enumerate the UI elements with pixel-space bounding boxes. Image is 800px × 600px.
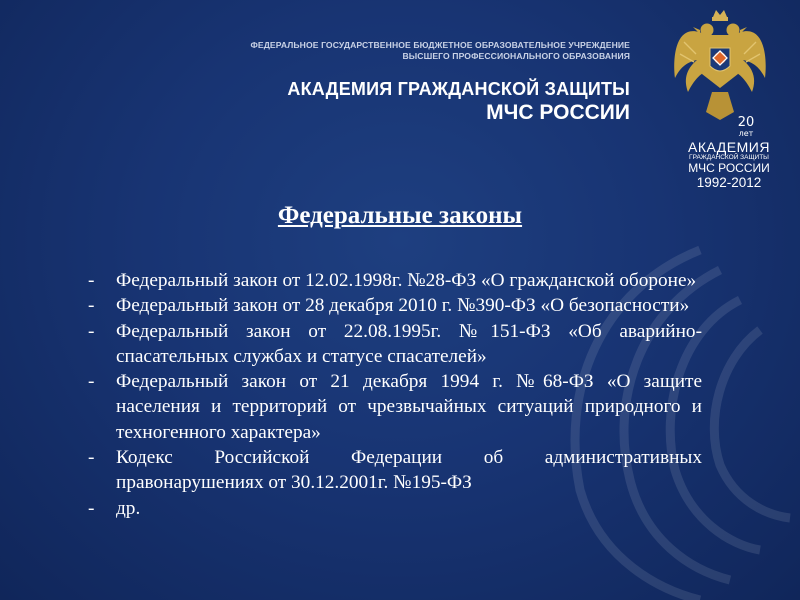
anniversary-number: 20 <box>737 115 755 130</box>
anniversary-caption <box>674 140 784 190</box>
institution-line-1: ФЕДЕРАЛЬНОЕ ГОСУДАРСТВЕННОЕ БЮДЖЕТНОЕ ОБРАЗОВАТЕЛЬНОЕ УЧРЕЖДЕНИЕ <box>250 40 630 50</box>
list-item: - Кодекс Российской Федерации об административных правонарушениях от 30.12.2001г. №195-ФЗ <box>86 445 702 496</box>
anniversary-subtitle: ГРАЖДАНСКОЙ ЗАЩИТЫ <box>689 154 769 161</box>
slide-title: Федеральные законы <box>277 202 523 229</box>
double-headed-eagle-emblem-icon <box>672 8 768 146</box>
ministry-name: МЧС РОССИИ <box>486 101 630 124</box>
list-item: - Федеральный закон от 28 декабря 2010 г. №390-ФЗ «О безопасности» <box>86 293 702 318</box>
anniversary-ministry: МЧС РОССИИ <box>688 161 770 175</box>
header <box>250 40 630 126</box>
list-item: - др. <box>86 496 702 521</box>
academy-name: АКАДЕМИЯ ГРАЖДАНСКОЙ ЗАЩИТЫ <box>287 79 630 99</box>
law-list <box>86 268 702 521</box>
anniversary-years: 1992-2012 <box>696 175 762 190</box>
anniversary-title: АКАДЕМИЯ <box>688 139 770 155</box>
list-item: - Федеральный закон от 21 декабря 1994 г. №68-ФЗ «О защите населения и территорий от чрезвычайных ситуаций природного и техногенного характера» <box>86 369 702 445</box>
anniversary-word: лет <box>738 129 754 138</box>
list-item: - Федеральный закон от 12.02.1998г. №28-ФЗ «О гражданской обороне» <box>86 268 702 293</box>
institution-line-2: ВЫСШЕГО ПРОФЕССИОНАЛЬНОГО ОБРАЗОВАНИЯ <box>402 51 630 61</box>
list-item: - Федеральный закон от 22.08.1995г. №151-ФЗ «Об аварийно-спасательных службах и статусе спасателей» <box>86 319 702 370</box>
slide-title-wrap <box>0 202 800 230</box>
